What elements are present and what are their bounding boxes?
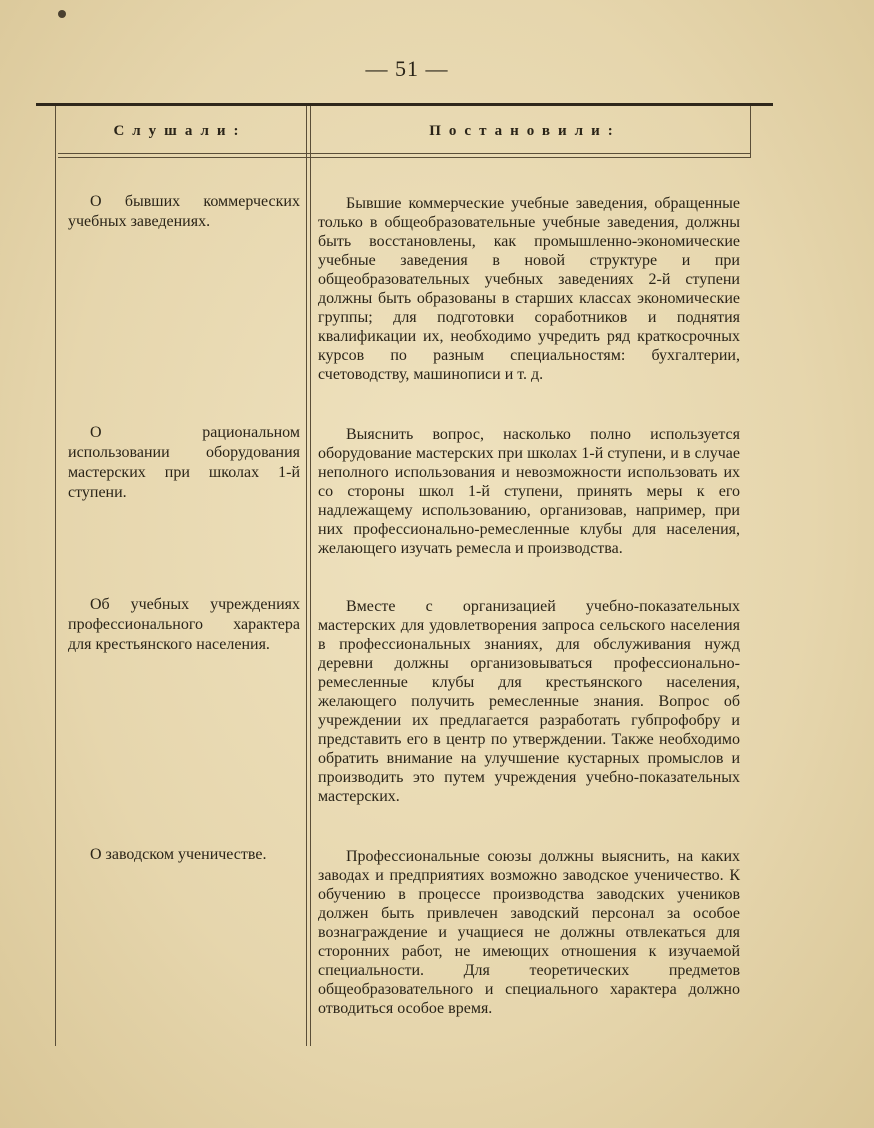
left-border: [55, 106, 56, 1046]
decision-text: Профессиональные союзы должны выяснить, на каких заводах и предприятиях возможно заводское ученичество. К обучению в процессе производства заводских учеников должен быть привлечен заводский персонал за особое вознаграждение и учащиеся не должны отвлекаться для сторонних работ, не имеющих отношения к изучаемой специальности. Для теоретических предметов общеобразовательного и специального характера должно отводиться особое время.: [318, 848, 740, 1017]
decision-text: Вместе с организацией учебно-показательных мастерских для удовлетворения запроса сельского населения в профессиональных знаниях, для обслуживания нужд деревни должны организовываться профессионально-ремесленные клубы для крестьянского населения, желающего получить ремесленные знания. Вопрос об учреждении их предлагается разработать губпрофобру и представить его в центр по утверждении. Также необходимо обратить внимание на улучшение кустарных промыслов и производить это путем учреждения учебно-показательных мастерских.: [318, 598, 740, 805]
top-rule: [36, 103, 773, 106]
page-number: — 51 —: [365, 56, 449, 81]
column-divider-inner: [310, 106, 311, 1046]
header-rule: [58, 153, 750, 154]
column-header-decided: Постановили:: [429, 123, 621, 139]
topic-text: Об учебных учреждениях профессионального характера для крестьянского населения.: [68, 596, 300, 653]
header-rule-double: [58, 157, 750, 158]
decision-text: Бывшие коммерческие учебные заведения, обращенные только в общеобразовательные учебные заведения, должны быть восстановлены, как промышленно-экономические учебные заведения в новой структуре и при общеобразовательных учебных заведениях 2-й ступени должны быть образованы в старших классах экономические группы; для подготовки соработников и поднятия квалификации их, необходимо учредить ряд краткосрочных курсов по разным специальностям: бухгалтерии, счетоводству, машинописи и т. д.: [318, 195, 740, 383]
topic-text: О бывших коммерческих учебных заведениях.: [68, 193, 300, 230]
topic-text: О рациональном использовании оборудования мастерских при школах 1-й ступени.: [68, 424, 300, 501]
ink-dot: [58, 10, 66, 18]
decision-text: Выяснить вопрос, насколько полно используется оборудование мастерских при школах 1-й ступени, и в случае неполного использования и невозможности использовать их со стороны школ 1-й ступени, принять меры к его надлежащему использованию, организовав, например, при них профессионально-ремесленные клубы для населения, желающего изучать ремесла и производства.: [318, 426, 740, 557]
column-header-heard: Слушали:: [113, 123, 247, 139]
right-border: [750, 106, 751, 158]
column-divider: [306, 106, 307, 1046]
topic-text: О заводском ученичестве.: [90, 846, 267, 863]
